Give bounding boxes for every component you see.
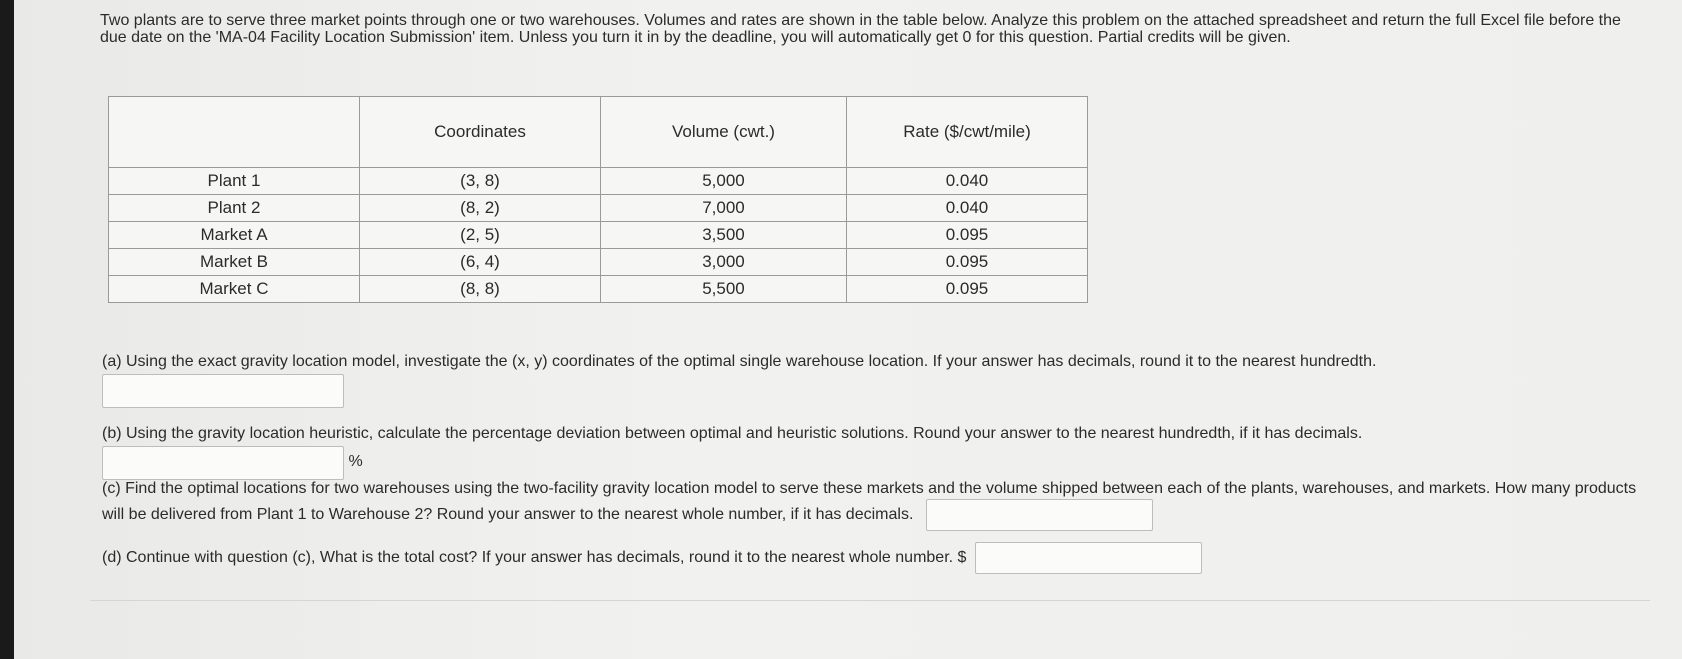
answer-b-input[interactable] (102, 446, 344, 480)
table-row (109, 195, 1088, 222)
problem-intro: Two plants are to serve three market points through one or two warehouses. Volumes and rates are shown in the table below. Analyze this problem on the attached spreadsheet and return the full Excel file before the due date on the 'MA-04 Facility Location Submission' item. Unless you turn it in by the deadline, you will automatically get 0 for this question. Partial credits will be given. (100, 12, 1621, 46)
row-volume: 3,500 (601, 222, 847, 249)
divider (90, 600, 1650, 601)
question-c (102, 479, 1662, 531)
row-label: Market A (109, 222, 360, 249)
question-d-text: (d) Continue with question (c), What is the total cost? If your answer has decimals, round it to the nearest whole number. (102, 549, 954, 567)
question-a (102, 352, 1662, 408)
question-a-text: (a) Using the exact gravity location model, investigate the (x, y) coordinates of the optimal single warehouse location. If your answer has decimals, round it to the nearest hundredth. (102, 353, 1377, 370)
row-rate: 0.095 (847, 276, 1088, 303)
row-rate: 0.095 (847, 249, 1088, 276)
row-coordinates: (8, 2) (360, 195, 601, 222)
row-label: Plant 1 (109, 168, 360, 195)
row-rate: 0.040 (847, 195, 1088, 222)
question-content (100, 12, 1670, 567)
header-blank (109, 97, 360, 168)
question-b-text: (b) Using the gravity location heuristic, calculate the percentage deviation between optimal and heuristic solutions. Round your answer to the nearest hundredth, if it has decimals. (102, 425, 1363, 442)
question-c-text: (c) Find the optimal locations for two warehouses using the two-facility gravity location model to serve these markets and the volume shipped between each of the plants, warehouses, and markets. How many products will be delivered from Plant 1 to Warehouse 2? Round your answer to the nearest whole number, if it has decimals. (102, 480, 1637, 524)
screen-edge (0, 0, 14, 659)
table-row (109, 222, 1088, 249)
header-volume: Volume (cwt.) (601, 97, 847, 168)
question-d (102, 542, 1662, 574)
row-coordinates: (6, 4) (360, 249, 601, 276)
answer-d-input[interactable] (975, 542, 1202, 574)
row-volume: 3,000 (601, 249, 847, 276)
row-rate: 0.095 (847, 222, 1088, 249)
answer-a-input[interactable] (102, 374, 344, 408)
row-label: Market B (109, 249, 360, 276)
row-coordinates: (3, 8) (360, 168, 601, 195)
table-row (109, 168, 1088, 195)
table-header-row (109, 97, 1088, 168)
row-volume: 7,000 (601, 195, 847, 222)
data-table (108, 96, 1088, 303)
row-coordinates: (8, 8) (360, 276, 601, 303)
row-volume: 5,500 (601, 276, 847, 303)
row-label: Plant 2 (109, 195, 360, 222)
row-rate: 0.040 (847, 168, 1088, 195)
dollar-unit: $ (957, 549, 967, 567)
table-row (109, 276, 1088, 303)
question-b (102, 424, 1662, 480)
row-label: Market C (109, 276, 360, 303)
row-coordinates: (2, 5) (360, 222, 601, 249)
row-volume: 5,000 (601, 168, 847, 195)
header-rate: Rate ($/cwt/mile) (847, 97, 1088, 168)
answer-c-input[interactable] (926, 499, 1153, 531)
percent-unit: % (348, 453, 363, 471)
header-coordinates: Coordinates (360, 97, 601, 168)
table-row (109, 249, 1088, 276)
